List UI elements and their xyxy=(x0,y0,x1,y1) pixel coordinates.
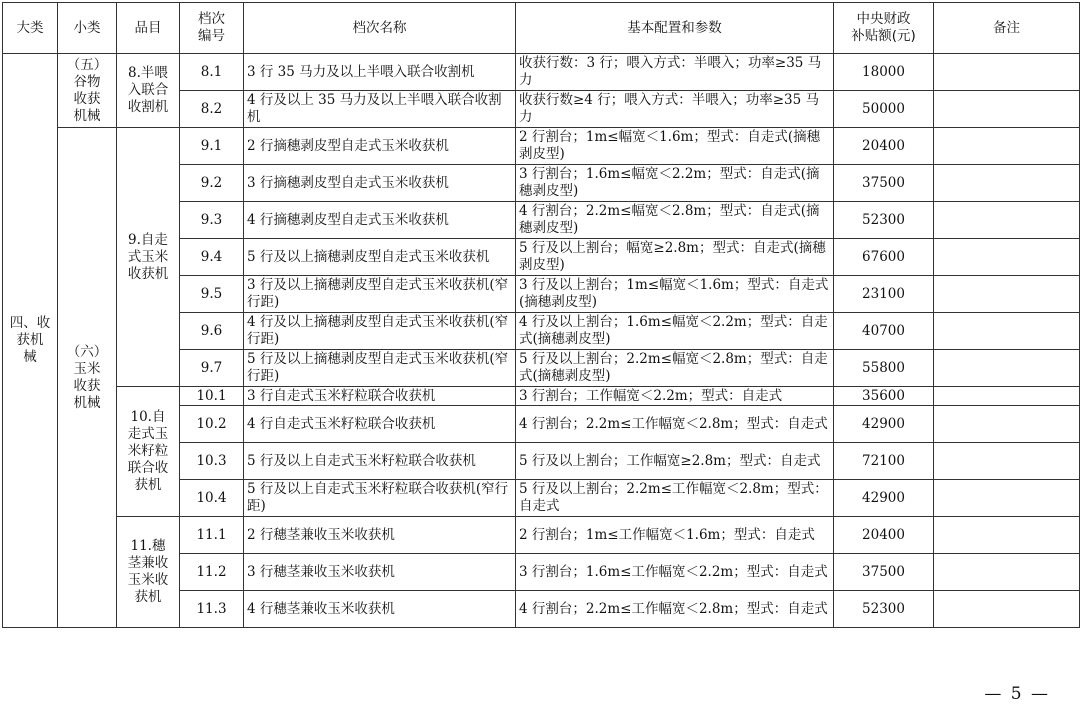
grade-subsidy: 67600 xyxy=(834,239,934,276)
header-major: 大类 xyxy=(3,3,58,54)
grade-config: 3 行割台；1.6m≤幅宽＜2.2m；型式：自走式(摘穗剥皮型) xyxy=(516,165,834,202)
grade-no: 10.2 xyxy=(180,406,244,443)
grade-config: 3 行及以上割台；1m≤幅宽＜1.6m；型式：自走式(摘穗剥皮型) xyxy=(516,276,834,313)
grade-no: 9.1 xyxy=(180,128,244,165)
grade-name: 4 行及以上摘穗剥皮型自走式玉米收获机(窄行距) xyxy=(244,313,516,350)
grade-note xyxy=(934,313,1080,350)
grade-no: 8.2 xyxy=(180,91,244,128)
grade-note xyxy=(934,202,1080,239)
grade-subsidy: 42900 xyxy=(834,406,934,443)
grade-note xyxy=(934,276,1080,313)
grade-config: 4 行及以上割台；1.6m≤幅宽＜2.2m；型式：自走式(摘穗剥皮型) xyxy=(516,313,834,350)
header-row xyxy=(3,3,1080,54)
table-row xyxy=(3,54,1080,91)
major-category-cell: 四、收 获机 械 xyxy=(3,54,58,628)
item-9-cell: 9.自走 式玉米 收获机 xyxy=(117,128,180,387)
grade-no: 10.4 xyxy=(180,480,244,517)
grade-name: 5 行及以上摘穗剥皮型自走式玉米收获机(窄行距) xyxy=(244,350,516,387)
grade-config: 收获行数：3 行；喂入方式：半喂入；功率≥35 马力 xyxy=(516,54,834,91)
grade-note xyxy=(934,517,1080,554)
grade-no: 9.3 xyxy=(180,202,244,239)
grade-subsidy: 37500 xyxy=(834,165,934,202)
grade-subsidy: 40700 xyxy=(834,313,934,350)
grade-name: 4 行及以上 35 马力及以上半喂入联合收割机 xyxy=(244,91,516,128)
grade-subsidy: 42900 xyxy=(834,480,934,517)
grade-config: 5 行及以上割台；2.2m≤工作幅宽＜2.8m；型式：自走式 xyxy=(516,480,834,517)
header-subsidy: 中央财政 补贴额(元) xyxy=(834,3,934,54)
grade-name: 4 行自走式玉米籽粒联合收获机 xyxy=(244,406,516,443)
grade-config: 2 行割台；1m≤工作幅宽＜1.6m；型式：自走式 xyxy=(516,517,834,554)
table-row xyxy=(3,387,1080,406)
grade-subsidy: 37500 xyxy=(834,554,934,591)
grade-name: 3 行自走式玉米籽粒联合收获机 xyxy=(244,387,516,406)
grade-config: 4 行割台；2.2m≤工作幅宽＜2.8m；型式：自走式 xyxy=(516,406,834,443)
grade-config: 收获行数≥4 行；喂入方式：半喂入；功率≥35 马力 xyxy=(516,91,834,128)
grade-subsidy: 35600 xyxy=(834,387,934,406)
grade-note xyxy=(934,239,1080,276)
grade-no: 9.2 xyxy=(180,165,244,202)
item-8-cell: 8.半喂 入联合 收割机 xyxy=(117,54,180,128)
grade-note xyxy=(934,350,1080,387)
subsidy-table xyxy=(2,2,1080,628)
minor-category-6-cell: （六） 玉米 收获 机械 xyxy=(58,128,117,628)
grade-subsidy: 50000 xyxy=(834,91,934,128)
grade-note xyxy=(934,165,1080,202)
grade-no: 9.5 xyxy=(180,276,244,313)
grade-note xyxy=(934,554,1080,591)
grade-name: 3 行及以上摘穗剥皮型自走式玉米收获机(窄行距) xyxy=(244,276,516,313)
grade-name: 5 行及以上摘穗剥皮型自走式玉米收获机 xyxy=(244,239,516,276)
grade-no: 10.1 xyxy=(180,387,244,406)
grade-note xyxy=(934,406,1080,443)
grade-config: 5 行及以上割台；2.2m≤幅宽＜2.8m；型式：自走式(摘穗剥皮型) xyxy=(516,350,834,387)
grade-note xyxy=(934,128,1080,165)
grade-note xyxy=(934,91,1080,128)
item-11-cell: 11.穗 茎兼收 玉米收 获机 xyxy=(117,517,180,628)
grade-no: 8.1 xyxy=(180,54,244,91)
grade-note xyxy=(934,54,1080,91)
grade-name: 4 行摘穗剥皮型自走式玉米收获机 xyxy=(244,202,516,239)
grade-note xyxy=(934,443,1080,480)
grade-config: 3 行割台；1.6m≤工作幅宽＜2.2m；型式：自走式 xyxy=(516,554,834,591)
header-item: 品目 xyxy=(117,3,180,54)
grade-no: 10.3 xyxy=(180,443,244,480)
grade-subsidy: 52300 xyxy=(834,591,934,628)
grade-name: 2 行摘穗剥皮型自走式玉米收获机 xyxy=(244,128,516,165)
grade-no: 9.6 xyxy=(180,313,244,350)
grade-subsidy: 20400 xyxy=(834,517,934,554)
grade-note xyxy=(934,480,1080,517)
grade-no: 11.1 xyxy=(180,517,244,554)
grade-name: 2 行穗茎兼收玉米收获机 xyxy=(244,517,516,554)
grade-note xyxy=(934,387,1080,406)
grade-subsidy: 52300 xyxy=(834,202,934,239)
grade-config: 3 行割台；工作幅宽＜2.2m；型式：自走式 xyxy=(516,387,834,406)
grade-config: 4 行割台；2.2m≤幅宽＜2.8m；型式：自走式(摘穗剥皮型) xyxy=(516,202,834,239)
header-grade-name: 档次名称 xyxy=(244,3,516,54)
item-10-cell: 10.自 走式玉 米籽粒 联合收 获机 xyxy=(117,387,180,517)
grade-config: 2 行割台；1m≤幅宽＜1.6m；型式：自走式(摘穗剥皮型) xyxy=(516,128,834,165)
header-grade-no: 档次 编号 xyxy=(180,3,244,54)
grade-name: 3 行 35 马力及以上半喂入联合收割机 xyxy=(244,54,516,91)
grade-config: 5 行及以上割台；幅宽≥2.8m；型式：自走式(摘穗剥皮型) xyxy=(516,239,834,276)
grade-name: 5 行及以上自走式玉米籽粒联合收获机 xyxy=(244,443,516,480)
grade-config: 4 行割台；2.2m≤工作幅宽＜2.8m；型式：自走式 xyxy=(516,591,834,628)
header-note: 备注 xyxy=(934,3,1080,54)
grade-subsidy: 72100 xyxy=(834,443,934,480)
page-number: — 5 — xyxy=(984,684,1050,704)
grade-no: 9.4 xyxy=(180,239,244,276)
grade-name: 5 行及以上自走式玉米籽粒联合收获机(窄行距) xyxy=(244,480,516,517)
grade-subsidy: 18000 xyxy=(834,54,934,91)
grade-subsidy: 23100 xyxy=(834,276,934,313)
header-config: 基本配置和参数 xyxy=(516,3,834,54)
grade-no: 9.7 xyxy=(180,350,244,387)
table-row xyxy=(3,128,1080,165)
grade-name: 3 行穗茎兼收玉米收获机 xyxy=(244,554,516,591)
grade-no: 11.2 xyxy=(180,554,244,591)
grade-no: 11.3 xyxy=(180,591,244,628)
grade-name: 3 行摘穗剥皮型自走式玉米收获机 xyxy=(244,165,516,202)
grade-note xyxy=(934,591,1080,628)
minor-category-5-cell: （五） 谷物 收获 机械 xyxy=(58,54,117,128)
table-row xyxy=(3,517,1080,554)
header-minor: 小类 xyxy=(58,3,117,54)
grade-config: 5 行及以上割台；工作幅宽≥2.8m；型式：自走式 xyxy=(516,443,834,480)
grade-name: 4 行穗茎兼收玉米收获机 xyxy=(244,591,516,628)
grade-subsidy: 55800 xyxy=(834,350,934,387)
grade-subsidy: 20400 xyxy=(834,128,934,165)
